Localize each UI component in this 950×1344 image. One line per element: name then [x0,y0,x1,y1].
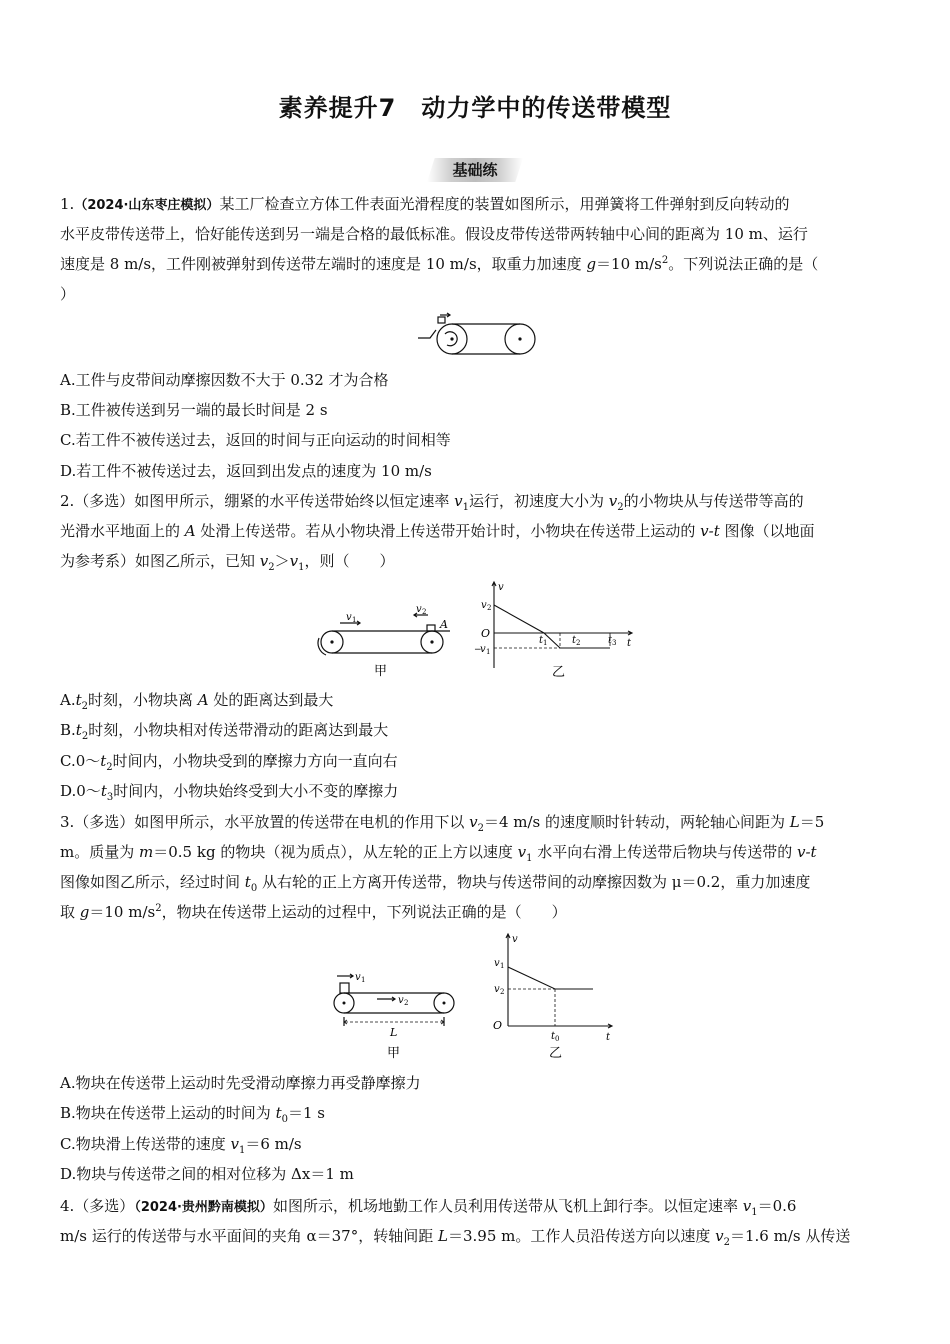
q3-line-2: m。质量为 m＝0.5 kg 的物块（视为质点），从左轮的正上方以速度 $v_1$ 水平向右滑上传送带后物块与传送带的 v-t [60,843,817,864]
svg-text:1: 1 [361,976,366,984]
q3-distance-l-label: L [390,1026,398,1039]
q2-line-2: 光滑水平地面上的 A 处滑上传送带。若从小物块滑上传送带开始计时，小物块在传送带上运动的 v-t 图像（以地面 [60,522,815,540]
q3-tick-v1: v [494,958,500,969]
q3-figure-yi-vt-graph [488,928,618,1062]
q3-option-a: A.物块在传送带上运动时先受滑动摩擦力再受静摩擦力 [60,1074,421,1092]
svg-text:v: v [480,644,486,655]
q3-axis-t-label: t [606,1032,611,1043]
q3-v2-label: v [398,995,404,1006]
q2-tick-neg-v1: − [474,645,482,655]
q3-block [340,983,349,993]
q2-tick-t3: t [608,635,613,646]
q2-tick-t2: t [572,635,577,646]
q3-tick-t0: t [551,1031,556,1042]
q3-option-d: D.物块与传送带之间的相对位移为 Δx＝1 m [60,1165,354,1183]
q2-axis-t-label: t [627,638,632,649]
q3-figure-jia [325,962,465,1062]
q1-line-3: 速度是 8 m/s，工件刚被弹射到传送带左端时的速度是 10 m/s，取重力加速度 g＝10 $m/s^2$。下列说法正确的是（ [60,255,819,273]
svg-text:1: 1 [500,962,505,970]
q1-line-2: 水平皮带传送带上，恰好能传送到另一端是合格的最低标准。假设皮带传送带两转轴中心间的距离为 10 m、运行 [60,225,808,243]
svg-text:1: 1 [543,639,548,647]
q3-option-c: C.物块滑上传送带的速度 $v_1=6$ m/s [60,1135,302,1156]
svg-text:2: 2 [422,608,427,616]
q3-origin-label: O [493,1019,503,1032]
section-badge-label: 基础练 [452,161,498,179]
q3-line-1: 3.（多选）如图甲所示，水平放置的传送带在电机的作用下以 $v_2=4$ m/s 的速度顺时针转动，两轮轴心间距为 L＝5 [60,813,825,834]
svg-text:2: 2 [576,639,581,647]
q2-caption-yi: 乙 [552,665,566,680]
q2-v2-label: v [416,604,422,615]
q1-option-c: C.若工件不被传送过去，返回的时间与正向运动的时间相等 [60,431,451,449]
q2-axis-v-label: v [498,582,504,593]
q3-tick-v2: v [494,984,500,995]
q2-vt-line [494,605,610,648]
q2-line-3: 为参考系）如图乙所示，已知 $v_2>v_1$，则（ ） [60,552,395,573]
svg-text:3: 3 [612,639,617,647]
q3-caption-jia: 甲 [387,1046,401,1061]
q2-figure-yi-vt-graph [472,578,642,680]
q2-tick-v2: v [481,600,487,611]
svg-text:1: 1 [486,648,491,656]
q2-figure-jia [310,598,460,680]
svg-text:2: 2 [500,988,505,996]
q2-line-1: 2.（多选）如图甲所示，绷紧的水平传送带始终以恒定速率 $v_1$运行，初速度大小为 $v_2$的小物块从与传送带等高的 [60,492,804,513]
q3-vt-line [508,967,593,989]
page-title: 素养提升7 动力学中的传送带模型 [278,94,672,122]
q1-option-b: B.工件被传送到另一端的最长时间是 2 s [60,401,328,419]
q4-line-2: m/s 运行的传送带与水平面间的夹角 α＝37°，转轴间距 L＝3.95 m。工作人员沿传送方向以速度 $v_2=1.6$ m/s 从传送 [60,1227,851,1248]
q1-right-axle [518,337,521,340]
q4-source: （2024·贵州黔南模拟） [134,1200,273,1215]
q2-v1-label: v [346,612,352,623]
q2-point-a-label: A [440,618,448,631]
q2-option-d: $D.0\sim t_3$时间内，小物块始终受到大小不变的摩擦力 [60,782,399,803]
q2-caption-jia: 甲 [374,664,388,679]
svg-text:2: 2 [487,604,492,612]
q1-spring-ramp [418,330,436,338]
section-badge [427,158,523,182]
q4-line-1: 4.（多选）（2024·贵州黔南模拟）如图所示，机场地勤工作人员利用传送带从飞机上卸行李。以恒定速率 $v_1=0.6$ [60,1197,797,1218]
q3-option-b: B.物块在传送带上运动的时间为 $t_0=1$ s [60,1104,325,1125]
q1-option-a: A.工件与皮带间动摩擦因数不大于 0.32 才为合格 [60,371,389,389]
q1-option-d: D.若工件不被传送过去，返回到出发点的速度为 10 m/s [60,462,432,480]
q1-line-1: 1.（2024·山东枣庄模拟）某工厂检查立方体工件表面光滑程度的装置如图所示，用弹簧将工件弹射到反向转动的 [60,195,790,213]
q3-line-4: 取 g＝10 $m/s^2$，物块在传送带上运动的过程中，下列说法正确的是（ ） [60,903,567,921]
q2-option-c: $C.0\sim t_2$时间内，小物块受到的摩擦力方向一直向右 [60,752,398,773]
q2-option-b: $B.t_2$时刻，小物块相对传送带滑动的距离达到最大 [60,721,389,742]
q2-origin-label: O [481,627,491,640]
q2-tick-t1: t [539,635,544,646]
q1-left-axle [450,337,453,340]
q3-line-3: 图像如图乙所示，经过时间 $t_0$ 从右轮的正上方离开传送带，物块与传送带间的动摩擦因数为 μ＝0.2，重力加速度 [60,873,811,894]
q3-v1-label: v [355,972,361,983]
q2-option-a: $A.t_2$时刻，小物块离 A 处的距离达到最大 [60,691,334,712]
q1-line-4: ） [60,285,76,303]
svg-text:0: 0 [555,1035,560,1043]
q1-workpiece [438,317,445,323]
q1-figure-conveyor [412,312,542,358]
q2-block [427,625,435,631]
svg-text:1: 1 [352,616,357,624]
q3-axis-v-label: v [512,934,518,945]
q3-caption-yi: 乙 [549,1046,563,1061]
q1-source: （2024·山东枣庄模拟） [74,198,220,213]
svg-text:2: 2 [404,999,409,1007]
